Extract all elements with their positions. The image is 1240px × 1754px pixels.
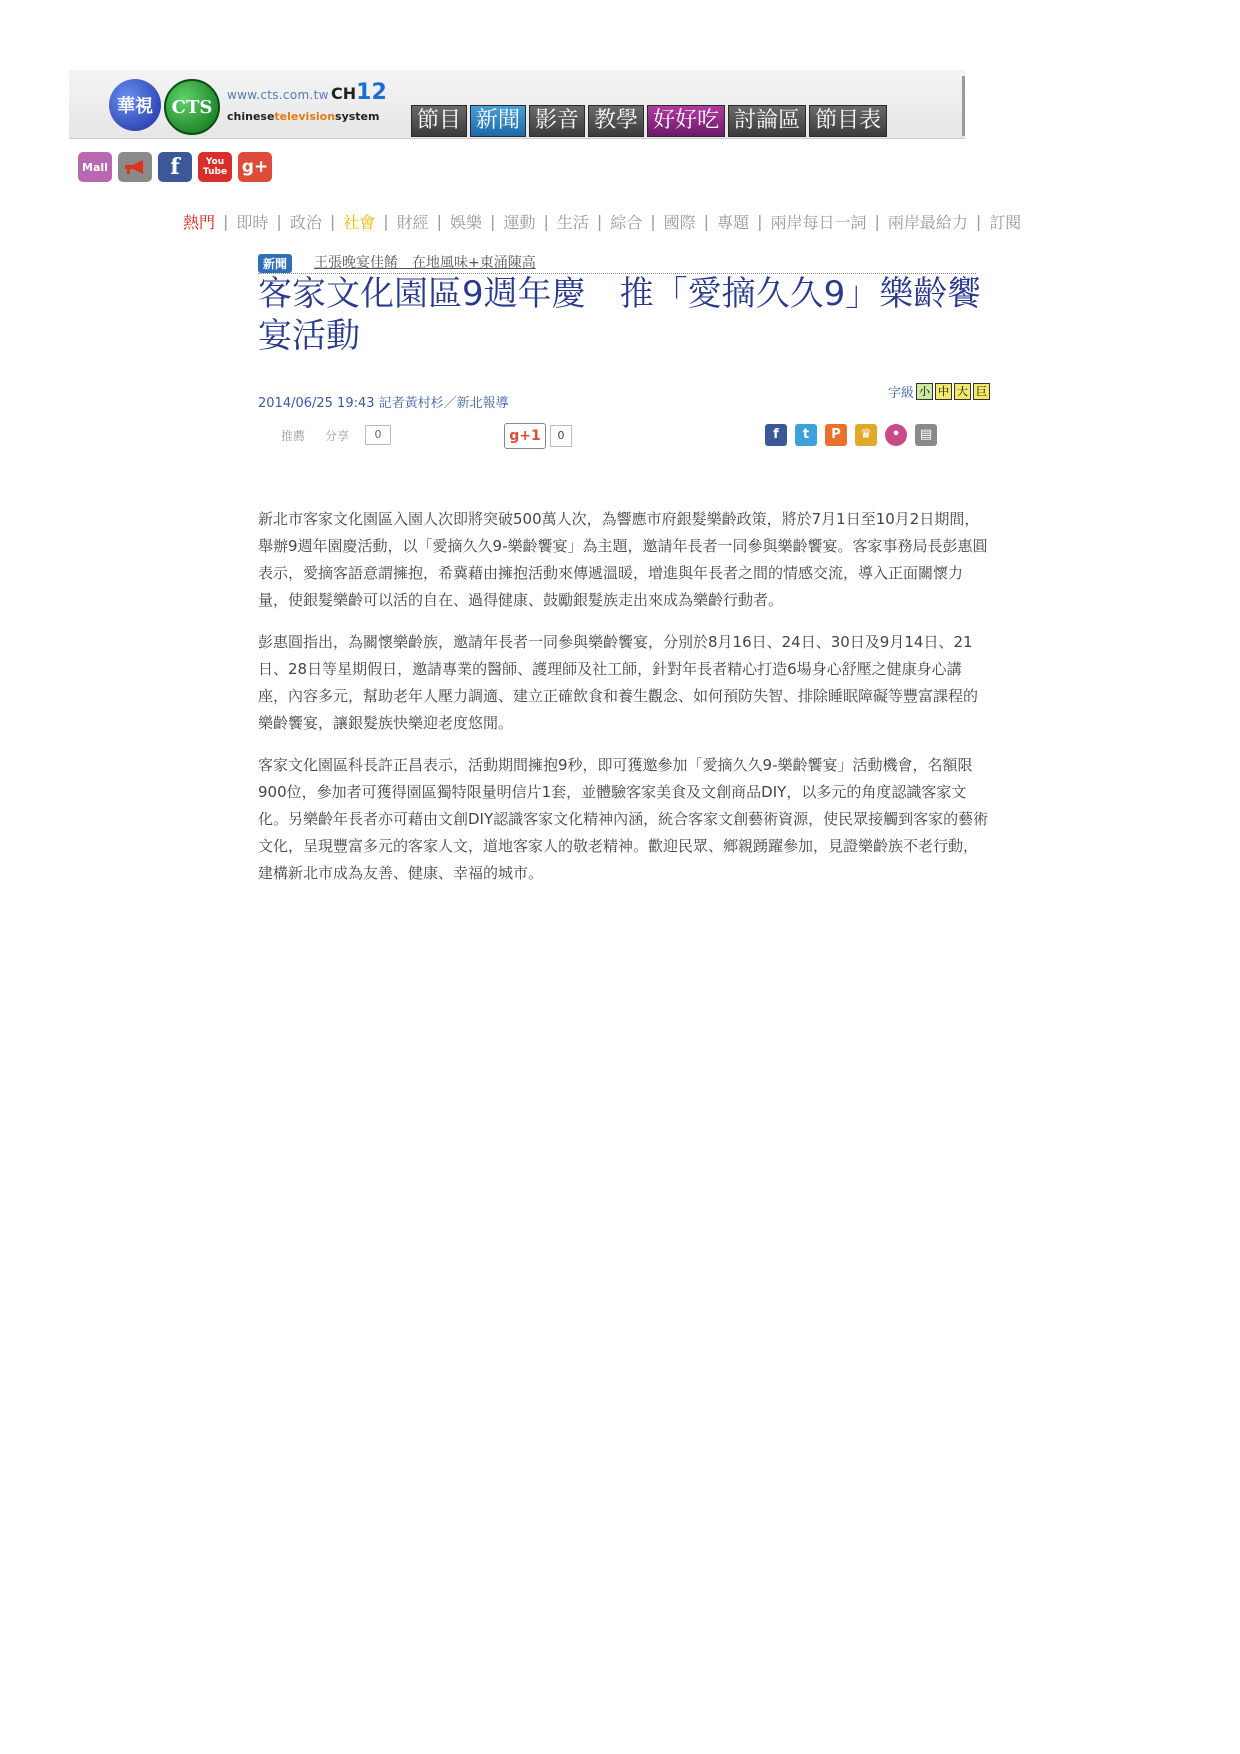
font-size-medium[interactable]: 中 bbox=[935, 383, 952, 400]
share-button[interactable]: 分享 bbox=[325, 429, 350, 443]
nav-programs[interactable]: 節目 bbox=[411, 105, 467, 137]
plurk-share-icon[interactable]: P bbox=[825, 424, 847, 446]
subtitle-part-b: television bbox=[274, 110, 336, 123]
font-size-large[interactable]: 大 bbox=[954, 383, 971, 400]
nav-forum[interactable]: 討論區 bbox=[728, 105, 806, 137]
announcement-icon[interactable] bbox=[118, 152, 152, 182]
separator: | bbox=[975, 212, 982, 231]
separator: | bbox=[757, 212, 763, 231]
category-international[interactable]: 國際 bbox=[663, 213, 696, 232]
category-finance[interactable]: 財經 bbox=[396, 213, 429, 232]
nav-education[interactable]: 教學 bbox=[588, 105, 644, 137]
category-sports[interactable]: 運動 bbox=[503, 213, 536, 232]
separator: | bbox=[436, 212, 443, 231]
twitter-share-icon[interactable]: t bbox=[795, 424, 817, 446]
share-count: 0 bbox=[365, 425, 391, 445]
channel-number: 12 bbox=[356, 80, 387, 105]
separator: | bbox=[650, 212, 656, 231]
separator: | bbox=[223, 212, 229, 231]
nav-news[interactable]: 新聞 bbox=[470, 105, 526, 137]
news-tag: 新聞 bbox=[258, 254, 292, 273]
social-links bbox=[78, 152, 272, 182]
font-size-label: 字級 bbox=[888, 386, 915, 401]
trophy-icon[interactable]: ♛ bbox=[855, 424, 877, 446]
category-entertainment[interactable]: 娛樂 bbox=[450, 213, 483, 232]
subtitle-part-c: system bbox=[335, 110, 380, 123]
megaphone-icon bbox=[123, 158, 147, 176]
separator: | bbox=[490, 212, 496, 231]
category-daily-word[interactable]: 兩岸每日一詞 bbox=[770, 213, 867, 232]
category-general[interactable]: 綜合 bbox=[610, 213, 643, 232]
related-news-link[interactable]: 王張晚宴佳餚 在地風味+東涌陳高 bbox=[314, 255, 536, 271]
article-paragraph: 新北市客家文化園區入園人次即將突破500萬人次，為響應市府銀髮樂齡政策，將於7月1日至10月2日期間，舉辦9週年園慶活動，以「愛摘久久9-樂齡饗宴」為主題，邀請年長者一同參與樂齡饗宴。客家事務局長彭惠圓表示，愛摘客語意謂擁抱，希冀藉由擁抱活動來傳遞溫暖，增進與年長者之間的情感交流，導入正面關懷力量，使銀髮樂齡可以活的自在、過得健康、鼓勵銀髮族走出來成為樂齡行動者。 bbox=[258, 510, 988, 609]
cts-logo[interactable]: CTS bbox=[164, 79, 220, 135]
category-politics[interactable]: 政治 bbox=[289, 213, 322, 232]
share-icons bbox=[765, 424, 937, 446]
separator: | bbox=[543, 212, 549, 231]
nav-schedule[interactable]: 節目表 bbox=[809, 105, 887, 137]
article-body bbox=[258, 506, 990, 902]
category-society[interactable]: 社會 bbox=[343, 213, 376, 232]
channel-badge bbox=[331, 80, 387, 105]
print-icon[interactable]: ▤ bbox=[915, 424, 937, 446]
category-nav bbox=[183, 210, 1021, 233]
separator: | bbox=[329, 212, 336, 231]
comment-icon[interactable]: • bbox=[885, 424, 907, 446]
nav-food[interactable]: 好好吃 bbox=[647, 105, 725, 137]
google-plus-one-button[interactable]: g+1 bbox=[504, 423, 546, 449]
recommend-button[interactable]: 推薦 bbox=[281, 429, 306, 443]
category-special[interactable]: 專題 bbox=[717, 213, 750, 232]
separator: | bbox=[383, 212, 389, 231]
facebook-share-icon[interactable]: f bbox=[765, 424, 787, 446]
facebook-icon[interactable]: f bbox=[158, 152, 192, 182]
category-realtime[interactable]: 即時 bbox=[236, 213, 269, 232]
youtube-label-b: Tube bbox=[202, 167, 228, 177]
youtube-label-a: You bbox=[205, 157, 225, 167]
article-title: 客家文化園區9週年慶 推「愛摘久久9」樂齡饗宴活動 bbox=[258, 274, 982, 356]
subtitle-part-a: chinese bbox=[227, 110, 275, 123]
site-subtitle bbox=[227, 110, 379, 123]
article-meta: 2014/06/25 19:43 記者黃村杉／新北報導 bbox=[258, 396, 509, 411]
youtube-icon[interactable] bbox=[198, 152, 232, 182]
font-size-huge[interactable]: 巨 bbox=[973, 383, 990, 400]
category-subscribe[interactable]: 訂閱 bbox=[989, 213, 1022, 232]
mall-icon[interactable]: Mall bbox=[78, 152, 112, 182]
font-size-small[interactable]: 小 bbox=[916, 383, 933, 400]
separator: | bbox=[703, 212, 710, 231]
separator: | bbox=[596, 212, 603, 231]
nav-video[interactable]: 影音 bbox=[529, 105, 585, 137]
category-life[interactable]: 生活 bbox=[556, 213, 589, 232]
google-plus-icon[interactable]: g+ bbox=[238, 152, 272, 182]
article-paragraph: 客家文化園區科長許正昌表示，活動期間擁抱9秒，即可獲邀參加「愛摘久久9-樂齡饗宴」活動機會，名額限900位，參加者可獲得園區獨特限量明信片1套，並體驗客家美食及文創商品DIY，以多元的角度認識客家文化。另樂齡年長者亦可藉由文創DIY認識客家文化精神內涵，統合客家文創藝術資源，使民眾接觸到客家的藝術文化，呈現豐富多元的客家人文，道地客家人的敬老精神。歡迎民眾、鄉親踴躍參加，見證樂齡族不老行動，建構新北市成為友善、健康、幸福的城市。 bbox=[258, 756, 989, 882]
category-hot[interactable]: 熱門 bbox=[183, 213, 216, 232]
separator: | bbox=[874, 212, 880, 231]
header-divider bbox=[962, 76, 965, 136]
channel-prefix: CH bbox=[331, 84, 357, 103]
separator: | bbox=[276, 212, 282, 231]
cts-chinese-logo[interactable]: 華視 bbox=[109, 79, 161, 131]
article-paragraph: 彭惠圓指出，為關懷樂齡族，邀請年長者一同參與樂齡饗宴，分別於8月16日、24日、30日及9月14日、21日、28日等星期假日，邀請專業的醫師、護理師及社工師，針對年長者精心打造6場身心舒壓之健康身心講座，內容多元，幫助老年人壓力調適、建立正確飲食和養生觀念、如何預防失智、排除睡眠障礙等豐富課程的樂齡饗宴，讓銀髮族快樂迎老度悠閒。 bbox=[258, 633, 979, 732]
category-cross-strait[interactable]: 兩岸最給力 bbox=[887, 213, 968, 232]
font-size-control bbox=[888, 382, 990, 401]
google-plus-count: 0 bbox=[550, 425, 572, 447]
site-url: www.cts.com.tw bbox=[227, 88, 329, 102]
main-nav bbox=[411, 105, 887, 137]
